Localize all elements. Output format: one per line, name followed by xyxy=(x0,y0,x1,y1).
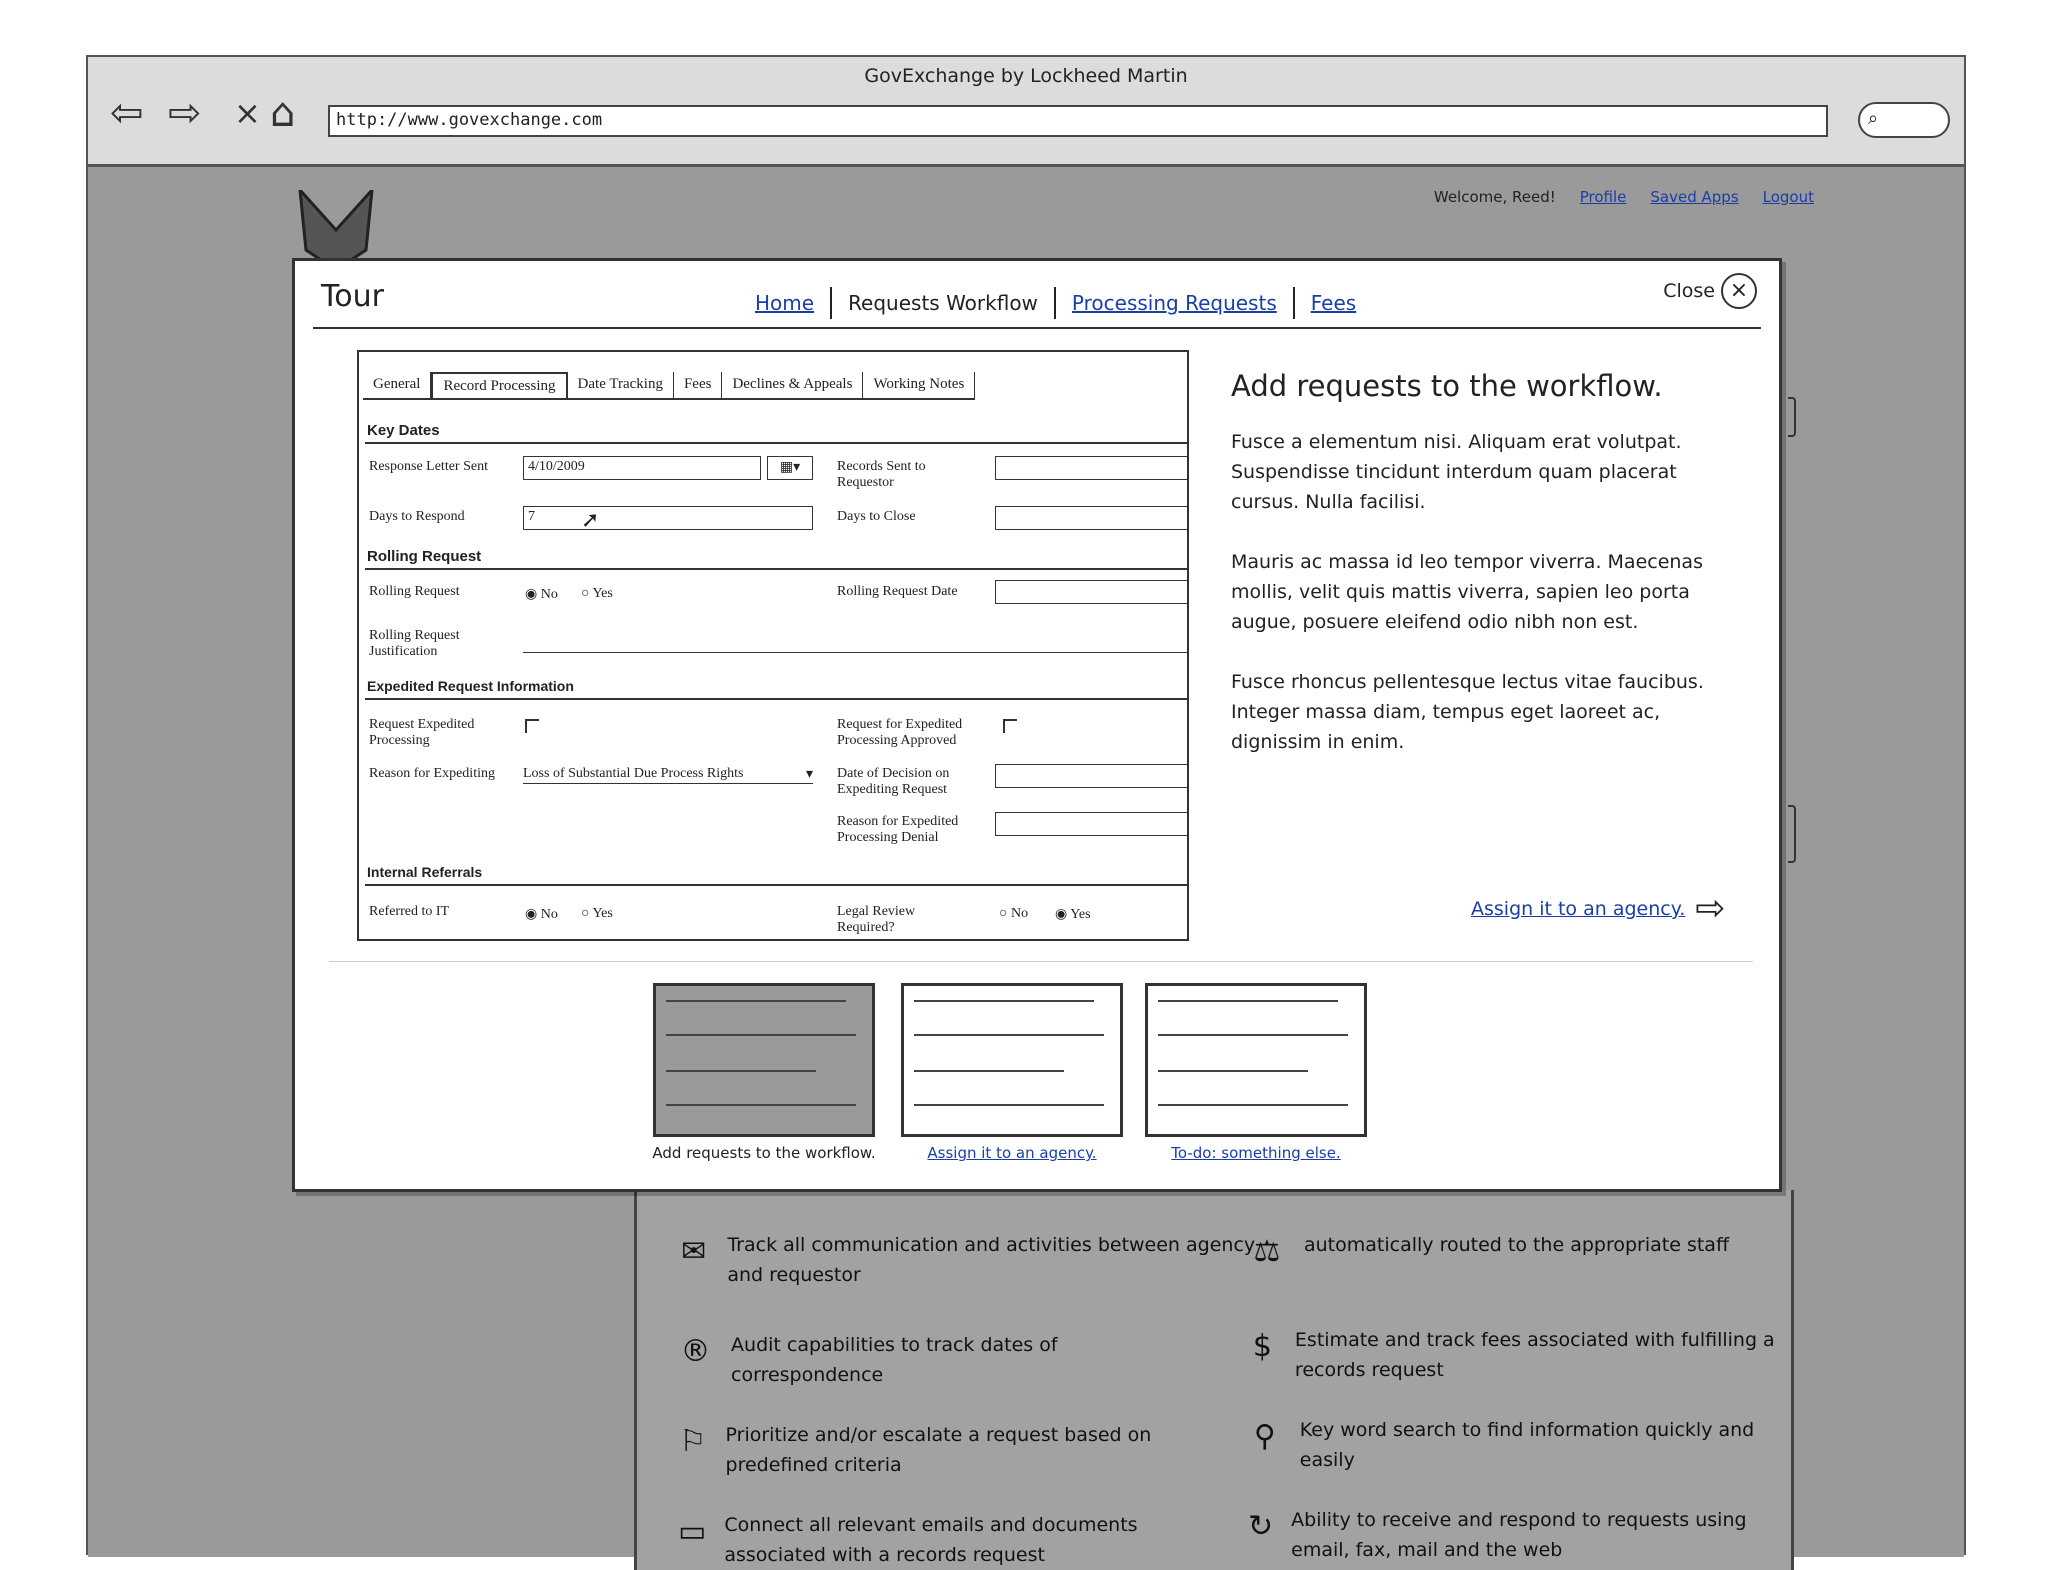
referred-yes-radio[interactable]: ○ Yes xyxy=(581,906,613,921)
tab-requests-workflow[interactable]: Requests Workflow xyxy=(848,291,1038,315)
tour-paragraph: Mauris ac massa id leo tempor viverra. Maecenas mollis, velit quis mattis viverra, sapien leo porta augue, posuere eleifend odio nibh non est. xyxy=(1231,551,1703,633)
feature-text: automatically routed to the appropriate staff xyxy=(1304,1234,1730,1256)
form-tabs xyxy=(363,372,975,400)
next-step xyxy=(1471,888,1726,929)
label-referred-it: Referred to IT xyxy=(369,904,450,919)
feature-text: Audit capabilities to track dates of correspondence xyxy=(731,1334,1058,1386)
arrow-right-icon[interactable]: ⇨ xyxy=(1695,888,1726,929)
tour-modal xyxy=(292,258,1782,1192)
thumbnail-step-2[interactable] xyxy=(901,983,1123,1137)
reason-expediting-select[interactable] xyxy=(523,766,813,784)
thumbnail-line xyxy=(914,1104,1104,1106)
saved-apps-link[interactable]: Saved Apps xyxy=(1650,188,1739,206)
window-title: GovExchange by Lockheed Martin xyxy=(864,65,1188,87)
rolling-yes-radio[interactable]: ○ Yes xyxy=(581,586,613,601)
home-icon[interactable]: ⌂ xyxy=(270,90,296,136)
feature-text: Estimate and track fees associated with fulfilling a records request xyxy=(1294,1329,1775,1381)
rolling-justification-field[interactable] xyxy=(523,652,1189,653)
section-rule xyxy=(365,884,1187,886)
thumbnail-line xyxy=(666,1070,816,1072)
thumbnail-line xyxy=(914,1000,1094,1002)
radio-label: No xyxy=(1010,906,1029,921)
thumbnail-label-1: Add requests to the workflow. xyxy=(652,1144,876,1162)
reason-denial-field[interactable] xyxy=(995,812,1189,836)
section-expedited: Expedited Request Information xyxy=(367,678,574,694)
request-expedited-checkbox[interactable] xyxy=(525,719,539,733)
feature-text: Ability to receive and respond to requests using email, fax, mail and the web xyxy=(1291,1509,1747,1561)
label-rolling-justification: Rolling Request Justification xyxy=(369,628,460,659)
label-rolling-request: Rolling Request xyxy=(369,584,460,599)
feature-item xyxy=(1248,1230,1828,1274)
next-step-link[interactable]: Assign it to an agency. xyxy=(1471,898,1686,920)
rolling-request-date-field[interactable] xyxy=(995,580,1189,604)
tour-paragraph: Fusce a elementum nisi. Aliquam erat volutpat. Suspendisse tincidunt interdum quam placerat cursus. Nulla facilisi. xyxy=(1231,431,1682,513)
close-icon: × xyxy=(1721,273,1757,309)
page-edge-bracket xyxy=(1788,397,1796,437)
thumbnail-line xyxy=(1158,1104,1348,1106)
form-tab-date-tracking[interactable]: Date Tracking xyxy=(568,372,674,398)
days-to-respond-field[interactable]: 7 xyxy=(523,506,813,530)
close-button[interactable] xyxy=(1663,273,1757,309)
welcome-text: Welcome, Reed! xyxy=(1433,188,1556,206)
forward-arrow-icon[interactable]: ⇨ xyxy=(168,90,202,136)
thumbnail-step-3[interactable] xyxy=(1145,983,1367,1137)
thumbnail-label-3[interactable]: To-do: something else. xyxy=(1171,1144,1341,1162)
feature-text: Key word search to find information quickly and easily xyxy=(1299,1419,1755,1471)
thumbnail-line xyxy=(666,1034,856,1036)
thumbnail-line xyxy=(914,1034,1104,1036)
scales-icon: ⚖ xyxy=(1253,1234,1281,1269)
label-request-expedited: Request Expedited Processing xyxy=(369,717,475,748)
section-key-dates: Key Dates xyxy=(367,422,440,439)
search-icon: ⌕ xyxy=(1868,108,1879,129)
section-rule xyxy=(365,568,1187,570)
radio-label: Yes xyxy=(592,906,613,921)
radio-label: No xyxy=(540,587,558,602)
profile-link[interactable]: Profile xyxy=(1579,188,1627,206)
thumbnail-line xyxy=(1158,1000,1338,1002)
label-rolling-request-date: Rolling Request Date xyxy=(837,584,958,599)
folder-icon: ▭ xyxy=(678,1514,707,1549)
section-rolling: Rolling Request xyxy=(367,548,482,565)
calendar-icon[interactable]: ▦▾ xyxy=(767,456,813,480)
rolling-no-radio[interactable]: ◉ No xyxy=(525,587,558,602)
thumbnail-line xyxy=(666,1000,846,1002)
browser-toolbar xyxy=(88,57,1964,167)
thumbnail-label-2[interactable]: Assign it to an agency. xyxy=(927,1144,1097,1162)
header-divider xyxy=(313,327,1761,329)
tour-description xyxy=(1231,369,1711,787)
tab-home[interactable]: Home xyxy=(755,291,815,315)
feature-text: Connect all relevant emails and documents associated with a records request xyxy=(724,1514,1138,1566)
label-days-to-respond: Days to Respond xyxy=(369,509,465,524)
form-tab-general[interactable]: General xyxy=(363,372,431,398)
search-box[interactable] xyxy=(1858,102,1950,138)
label-records-sent: Records Sent to Requestor xyxy=(837,459,926,490)
tour-tabs xyxy=(739,287,1372,319)
feature-item xyxy=(678,1510,1178,1570)
feature-item xyxy=(1248,1325,1778,1385)
section-rule xyxy=(365,442,1187,444)
feature-item xyxy=(678,1330,1178,1390)
thumbnail-step-1[interactable] xyxy=(653,983,875,1137)
referred-no-radio[interactable]: ◉ No xyxy=(525,907,558,922)
label-reason-denial: Reason for Expedited Processing Denial xyxy=(837,814,959,845)
chevron-down-icon: ▾ xyxy=(805,767,813,782)
feature-item xyxy=(678,1230,1278,1290)
thumbnail-line xyxy=(666,1104,856,1106)
section-rule xyxy=(365,698,1187,700)
page-edge-bracket xyxy=(1788,805,1796,863)
cursor-icon: ➚ xyxy=(581,507,600,532)
feature-text: Track all communication and activities between agency and requestor xyxy=(727,1234,1256,1286)
expedited-approved-checkbox[interactable] xyxy=(1003,719,1017,733)
response-letter-field[interactable]: 4/10/2009 xyxy=(523,456,761,480)
label-response-letter: Response Letter Sent xyxy=(369,459,488,474)
radio-label: No xyxy=(540,907,558,922)
registered-icon: ® xyxy=(680,1334,711,1369)
form-tab-record-processing[interactable]: Record Processing xyxy=(431,372,567,398)
refresh-icon: ↻ xyxy=(1248,1509,1274,1544)
label-days-to-close: Days to Close xyxy=(837,509,916,524)
days-to-close-field[interactable] xyxy=(995,506,1189,530)
form-screenshot xyxy=(357,350,1189,941)
flag-icon: ⚐ xyxy=(679,1424,707,1459)
radio-label: Yes xyxy=(592,586,613,601)
feature-text: Prioritize and/or escalate a request based on predefined criteria xyxy=(725,1424,1152,1476)
legal-yes-radio[interactable]: ◉ Yes xyxy=(1055,907,1091,922)
feature-item xyxy=(1248,1505,1748,1565)
modal-title: Tour xyxy=(321,279,384,314)
form-tab-fees[interactable]: Fees xyxy=(674,372,723,398)
thumbnail-divider xyxy=(329,961,1753,962)
tab-fees[interactable]: Fees xyxy=(1310,291,1357,315)
label-legal-review: Legal Review Required? xyxy=(837,904,916,935)
radio-label: Yes xyxy=(1070,907,1091,922)
tour-paragraph: Fusce rhoncus pellentesque lectus vitae faucibus. Integer massa diam, tempus eget laoreet ac, dignissim in enim. xyxy=(1231,671,1704,753)
envelope-icon: ✉ xyxy=(681,1234,707,1269)
logout-link[interactable]: Logout xyxy=(1762,188,1814,206)
feature-item xyxy=(678,1420,1198,1480)
reason-expediting-value: Loss of Substantial Due Process Rights xyxy=(523,766,744,781)
dollar-icon: $ xyxy=(1252,1329,1272,1364)
thumbnail-line xyxy=(1158,1070,1308,1072)
stop-icon[interactable]: × xyxy=(234,94,261,132)
thumbnail-line xyxy=(1158,1034,1348,1036)
back-arrow-icon[interactable]: ⇦ xyxy=(110,90,144,136)
magnifier-icon: ⚲ xyxy=(1253,1419,1276,1454)
thumbnail-line xyxy=(914,1070,1064,1072)
address-bar[interactable]: http://www.govexchange.com xyxy=(328,105,1828,137)
tab-processing-requests[interactable]: Processing Requests xyxy=(1071,291,1277,315)
form-tab-working-notes[interactable]: Working Notes xyxy=(863,372,975,398)
records-sent-field[interactable] xyxy=(995,456,1189,480)
user-bar xyxy=(1434,188,1814,206)
label-reason-expediting: Reason for Expediting xyxy=(369,766,495,781)
form-tab-declines-appeals[interactable]: Declines & Appeals xyxy=(722,372,863,398)
label-date-decision: Date of Decision on Expediting Request xyxy=(837,766,950,797)
feature-item xyxy=(1248,1415,1758,1475)
close-label: Close xyxy=(1663,280,1715,302)
tour-heading: Add requests to the workflow. xyxy=(1231,369,1663,403)
label-expedited-approved: Request for Expedited Processing Approved xyxy=(837,717,963,748)
section-referrals: Internal Referrals xyxy=(367,864,483,880)
legal-no-radio[interactable]: ○ No xyxy=(999,906,1029,921)
date-decision-field[interactable] xyxy=(995,764,1189,788)
